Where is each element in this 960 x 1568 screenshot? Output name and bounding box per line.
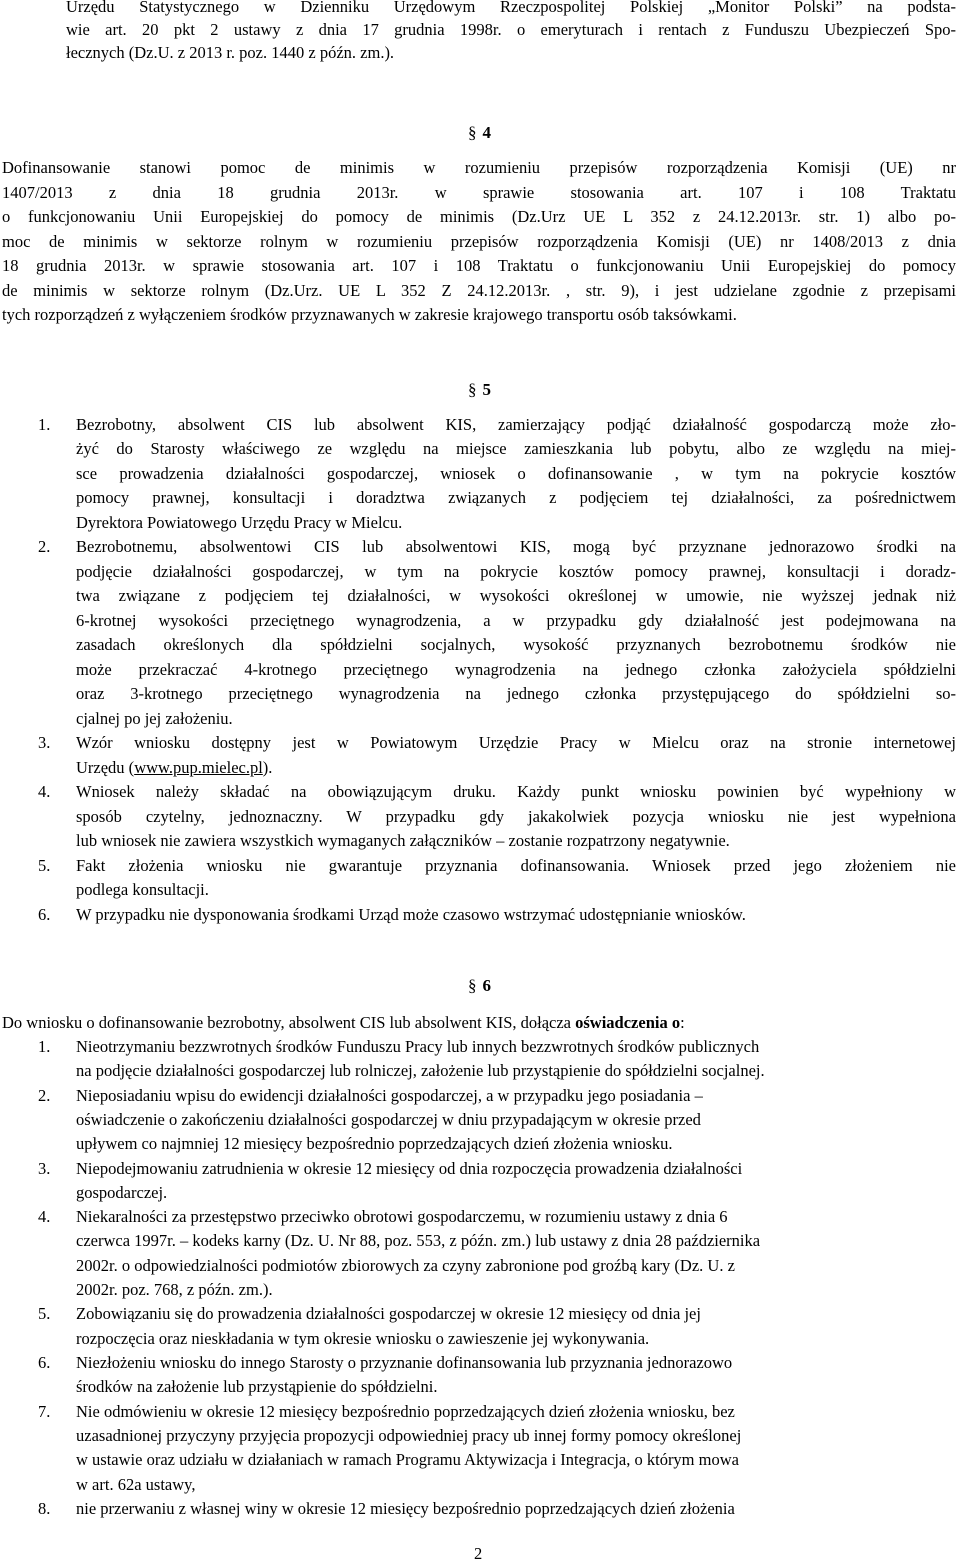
list-item-line: nie przerwaniu z własnej winy w okresie 12 miesięcy bezpośrednio poprzedzających dzień złożenia: [76, 1499, 735, 1518]
list-item-line: sposób czytelny, jednoznaczny. W przypadku gdy jakakolwiek pozycja wniosku nie jest wypełniona: [76, 807, 956, 826]
section-number: 5: [482, 380, 491, 399]
section-number: 6: [482, 976, 491, 995]
list-item-line: podlega konsultacji.: [76, 880, 209, 899]
list-item-number: 3.: [38, 1159, 51, 1178]
page-number: 2: [474, 1544, 483, 1563]
list-item-number: 1.: [38, 415, 51, 434]
section-4-line: de minimis w sektorze rolnym (Dz.Urz. UE L 352 Z 24.12.2013r. , str. 9), i jest udzielane zgodnie z przepisami: [2, 281, 956, 300]
section-4-line: moc de minimis w sektorze rolnym w rozumieniu przepisów rozporządzenia Komisji (UE) nr 1408/2013 z dnia: [2, 232, 956, 251]
section-5-heading: [468, 378, 491, 402]
list-item-number: 2.: [38, 537, 51, 556]
list-item-number: 1.: [38, 1037, 51, 1056]
bold-text: oświadczenia o: [575, 1013, 681, 1032]
list-item-line: rozpoczęcia oraz nieskładania w tym okresie wniosku o zawieszenie jej wykonywania.: [76, 1329, 650, 1348]
list-item-line: Niepodejmowaniu zatrudnienia w okresie 12 miesięcy od dnia rozpoczęcia prowadzenia działalności: [76, 1159, 743, 1178]
list-item-line: W przypadku nie dysponowania środkami Urząd może czasowo wstrzymać udostępnianie wniosków.: [76, 905, 746, 924]
section-4-heading: [468, 121, 491, 145]
list-item-line: środków na założenie lub przystąpienie do spółdzielni.: [76, 1377, 438, 1396]
list-item-line: oraz 3-krotnego przeciętnego wynagrodzenia na jednego członka przystępującego do spółdzielni so-: [76, 684, 956, 703]
list-item-line: uzasadnionej przyczyny przyjęcia propozycji odpowiedniej pracy ub innej formy pomocy określonej: [76, 1426, 742, 1445]
section-4-line: 1407/2013 z dnia 18 grudnia 2013r. w sprawie stosowania art. 107 i 108 Traktatu: [2, 183, 956, 202]
list-item-line: Nie odmówieniu w okresie 12 miesięcy bezpośrednio poprzedzających dzień złożenia wniosku, bez: [76, 1402, 735, 1421]
text-fragment: Urzędu (: [76, 758, 135, 777]
list-item-number: 7.: [38, 1402, 51, 1421]
list-item-line: Niekaralności za przestępstwo przeciwko obrotowi gospodarczemu, w rozumieniu ustawy z dnia 6: [76, 1207, 728, 1226]
list-item-line: sce prowadzenia działalności gospodarczej, wniosek o dofinansowanie , w tym na pokrycie kosztów: [76, 464, 956, 483]
list-item-line: Niezłożeniu wniosku do innego Starosty o przyznanie dofinansowania lub przyznania jednorazowo: [76, 1353, 733, 1372]
list-item-number: 5.: [38, 1304, 51, 1323]
list-item-line: 6-krotnej wysokości przeciętnego wynagrodzenia, a w przypadku gdy działalność jest podejmowana na: [76, 611, 956, 630]
list-item-line: na podjęcie działalności gospodarczej lub rolniczej, założenie lub przystąpienie do spółdzielni socjalnej.: [76, 1061, 765, 1080]
list-item-line: oświadczenie o zakończeniu działalności gospodarczej w dniu przypadającym w okresie przed: [76, 1110, 701, 1129]
intro-line: wie art. 20 pkt 2 ustawy z dnia 17 grudnia 1998r. o emeryturach i rentach z Funduszu Ubezpieczeń Spo-: [66, 20, 956, 39]
list-item-line: w art. 62a ustawy,: [76, 1475, 196, 1494]
list-item-line: czerwca 1997r. – kodeks karny (Dz. U. Nr 88, poz. 553, z późn. zm.) lub ustawy z dnia 28 października: [76, 1231, 761, 1250]
text-fragment: ).: [262, 758, 273, 777]
list-item-line: Wzór wniosku dostępny jest w Powiatowym Urzędzie Pracy w Mielcu oraz na stronie internetowej: [76, 733, 956, 752]
paragraph-mark: §: [468, 380, 477, 399]
list-item-line: pomocy prawnej, konsultacji i doradztwa związanych z podjęciem tej działalności, za pośrednictwem: [76, 488, 956, 507]
list-item-line: [76, 757, 272, 779]
text-fragment: Do wniosku o dofinansowanie bezrobotny, absolwent CIS lub absolwent KIS, dołącza: [2, 1013, 576, 1032]
list-item-line: Fakt złożenia wniosku nie gwarantuje przyznania dofinansowania. Wniosek przed jego złożeniem nie: [76, 856, 956, 875]
section-4-line: tych rozporządzeń z wyłączeniem środków przyznawanych w zakresie krajowego transportu osób taksówkami.: [2, 305, 737, 324]
section-4-line: Dofinansowanie stanowi pomoc de minimis w rozumieniu przepisów rozporządzenia Komisji (UE) nr: [2, 158, 956, 177]
list-item-line: cjalnej po jej założeniu.: [76, 709, 233, 728]
section-4-line: 18 grudnia 2013r. w sprawie stosowania art. 107 i 108 Traktatu o funkcjonowaniu Unii Europejskiej do pomocy: [2, 256, 956, 275]
list-item-number: 5.: [38, 856, 51, 875]
list-item-line: gospodarczej.: [76, 1183, 168, 1202]
list-item-line: 2002r. o odpowiedzialności podmiotów zbiorowych za czyny zabronione pod groźbą kary (Dz. U. z: [76, 1256, 735, 1275]
list-item-line: może przekraczać 4-krotnego przeciętnego wynagrodzenia na jednego członka założyciela spółdzielni: [76, 660, 956, 679]
list-item-line: twa związane z podjęciem tej działalności, w wysokości określonej w umowie, nie wyższej jednak niż: [76, 586, 956, 605]
text-fragment: :: [680, 1013, 685, 1032]
list-item-line: Bezrobotnemu, absolwentowi CIS lub absolwentowi KIS, mogą być przyznane jednorazowo środki na: [76, 537, 956, 556]
list-item-line: Nieposiadaniu wpisu do ewidencji działalności gospodarczej, a w przypadku jego posiadania –: [76, 1086, 703, 1105]
list-item-number: 4.: [38, 1207, 51, 1226]
list-item-line: Nieotrzymaniu bezzwrotnych środków Funduszu Pracy lub innych bezzwrotnych środków publicznych: [76, 1037, 760, 1056]
section-6-heading: [468, 974, 491, 998]
section-number: 4: [482, 123, 491, 142]
list-item-number: 6.: [38, 1353, 51, 1372]
list-item-line: Dyrektora Powiatowego Urzędu Pracy w Mielcu.: [76, 513, 403, 532]
list-item-number: 3.: [38, 733, 51, 752]
section-6-intro: [2, 1012, 685, 1034]
paragraph-mark: §: [468, 123, 477, 142]
list-item-number: 8.: [38, 1499, 51, 1518]
list-item-number: 2.: [38, 1086, 51, 1105]
paragraph-mark: §: [468, 976, 477, 995]
list-item-line: upływem co najmniej 12 miesięcy bezpośrednio poprzedzających dzień złożenia wniosku.: [76, 1134, 673, 1153]
list-item-number: 4.: [38, 782, 51, 801]
section-4-line: o funkcjonowaniu Unii Europejskiej do pomocy de minimis (Dz.Urz UE L 352 z 24.12.2013r. str. 1) albo po-: [2, 207, 956, 226]
list-item-line: Zobowiązaniu się do prowadzenia działalności gospodarczej w okresie 12 miesięcy od dnia jej: [76, 1304, 701, 1323]
list-item-line: lub wniosek nie zawiera wszystkich wymaganych załączników – zostanie rozpatrzony negatywnie.: [76, 831, 730, 850]
list-item-line: 2002r. poz. 768, z późn. zm.).: [76, 1280, 273, 1299]
list-item-number: 6.: [38, 905, 51, 924]
list-item-line: podjęcie działalności gospodarczej, w tym na pokrycie kosztów pomocy prawnej, konsultacji i doradz-: [76, 562, 956, 581]
list-item-line: zasadach określonych dla spółdzielni socjalnych, wysokość przyznanych bezrobotnemu środków nie: [76, 635, 956, 654]
list-item-line: żyć do Starosty właściwego ze względu na miejsce zamieszkania lub pobytu, albo ze względu na miej-: [76, 439, 956, 458]
intro-line: Urzędu Statystycznego w Dzienniku Urzędowym Rzeczpospolitej Polskiej „Monitor Polski” na podsta-: [66, 0, 956, 16]
list-item-line: Bezrobotny, absolwent CIS lub absolwent KIS, zamierzający podjąć działalność gospodarczą może zło-: [76, 415, 956, 434]
list-item-line: w ustawie oraz udziału w działaniach w ramach Programu Aktywizacja i Integracja, o którym mowa: [76, 1450, 739, 1469]
intro-line: łecznych (Dz.U. z 2013 r. poz. 1440 z późn. zm.).: [66, 43, 395, 62]
list-item-line: Wniosek należy składać na obowiązującym druku. Każdy punkt wniosku powinien być wypełniony w: [76, 782, 956, 801]
pup-website-link[interactable]: www.pup.mielec.pl: [134, 758, 263, 777]
